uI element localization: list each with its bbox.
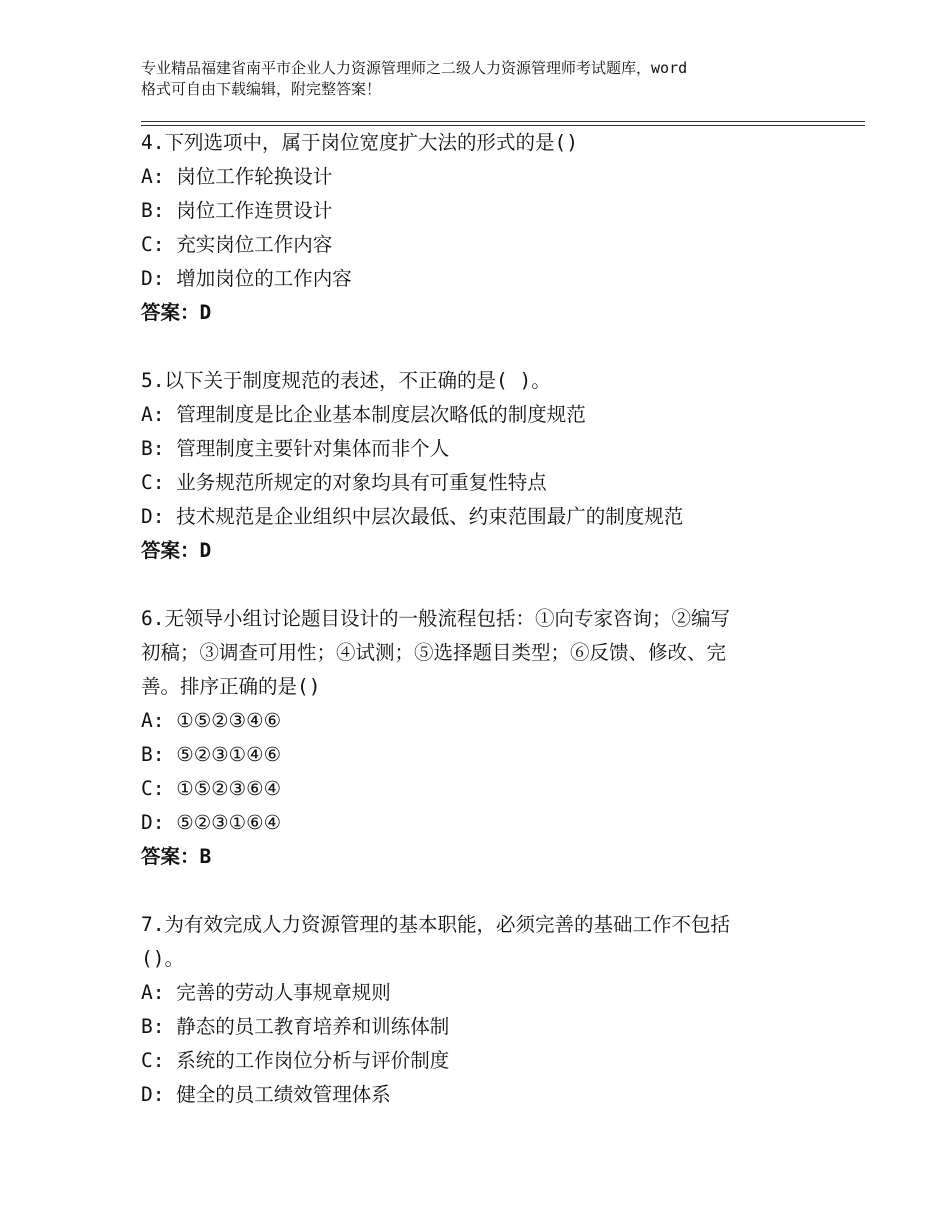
option-c: C: 充实岗位工作内容 — [141, 233, 333, 256]
spacer — [141, 874, 831, 908]
question-stem-line-2: 初稿；③调查可用性；④试测；⑤选择题目类型；⑥反馈、修改、完 — [141, 641, 727, 664]
option-b: B: 岗位工作连贯设计 — [141, 199, 333, 222]
option-d: D: ⑤②③①⑥④ — [141, 811, 282, 834]
option-a: A: 完善的劳动人事规章规则 — [141, 981, 391, 1004]
document-header — [141, 58, 831, 100]
option-a: A: 管理制度是比企业基本制度层次略低的制度规范 — [141, 403, 586, 426]
option-a: A: 岗位工作轮换设计 — [141, 165, 333, 188]
option-b: B: 静态的员工教育培养和训练体制 — [141, 1015, 450, 1038]
option-d: D: 增加岗位的工作内容 — [141, 267, 352, 290]
question-5 — [141, 364, 831, 568]
question-list — [141, 126, 831, 1112]
question-4 — [141, 126, 831, 330]
question-stem-line-3: 善。排序正确的是() — [141, 675, 321, 698]
option-c: C: 业务规范所规定的对象均具有可重复性特点 — [141, 471, 547, 494]
spacer — [141, 330, 831, 364]
question-stem-line-1: 7.为有效完成人力资源管理的基本职能，必须完善的基础工作不包括 — [141, 913, 730, 936]
question-stem-line-2: ()。 — [141, 947, 184, 970]
header-line-2: 格式可自由下载编辑，附完整答案！ — [141, 80, 382, 98]
header-rule-top — [141, 121, 865, 122]
option-c: C: 系统的工作岗位分析与评价制度 — [141, 1049, 450, 1072]
question-stem: 4.下列选项中，属于岗位宽度扩大法的形式的是() — [141, 131, 578, 154]
spacer — [141, 568, 831, 602]
answer: 答案：B — [141, 845, 212, 868]
answer: 答案：D — [141, 539, 212, 562]
option-a: A: ①⑤②③④⑥ — [141, 709, 282, 732]
option-d: D: 技术规范是企业组织中层次最低、约束范围最广的制度规范 — [141, 505, 684, 528]
answer: 答案：D — [141, 301, 212, 324]
question-stem: 5.以下关于制度规范的表述，不正确的是( )。 — [141, 369, 551, 392]
option-b: B: ⑤②③①④⑥ — [141, 743, 282, 766]
question-7 — [141, 908, 831, 1112]
option-d: D: 健全的员工绩效管理体系 — [141, 1083, 391, 1106]
option-b: B: 管理制度主要针对集体而非个人 — [141, 437, 450, 460]
question-stem-line-1: 6.无领导小组讨论题目设计的一般流程包括：①向专家咨询；②编写 — [141, 607, 730, 630]
question-6 — [141, 602, 831, 874]
option-c: C: ①⑤②③⑥④ — [141, 777, 282, 800]
header-line-1: 专业精品福建省南平市企业人力资源管理师之二级人力资源管理师考试题库，word — [141, 59, 688, 77]
